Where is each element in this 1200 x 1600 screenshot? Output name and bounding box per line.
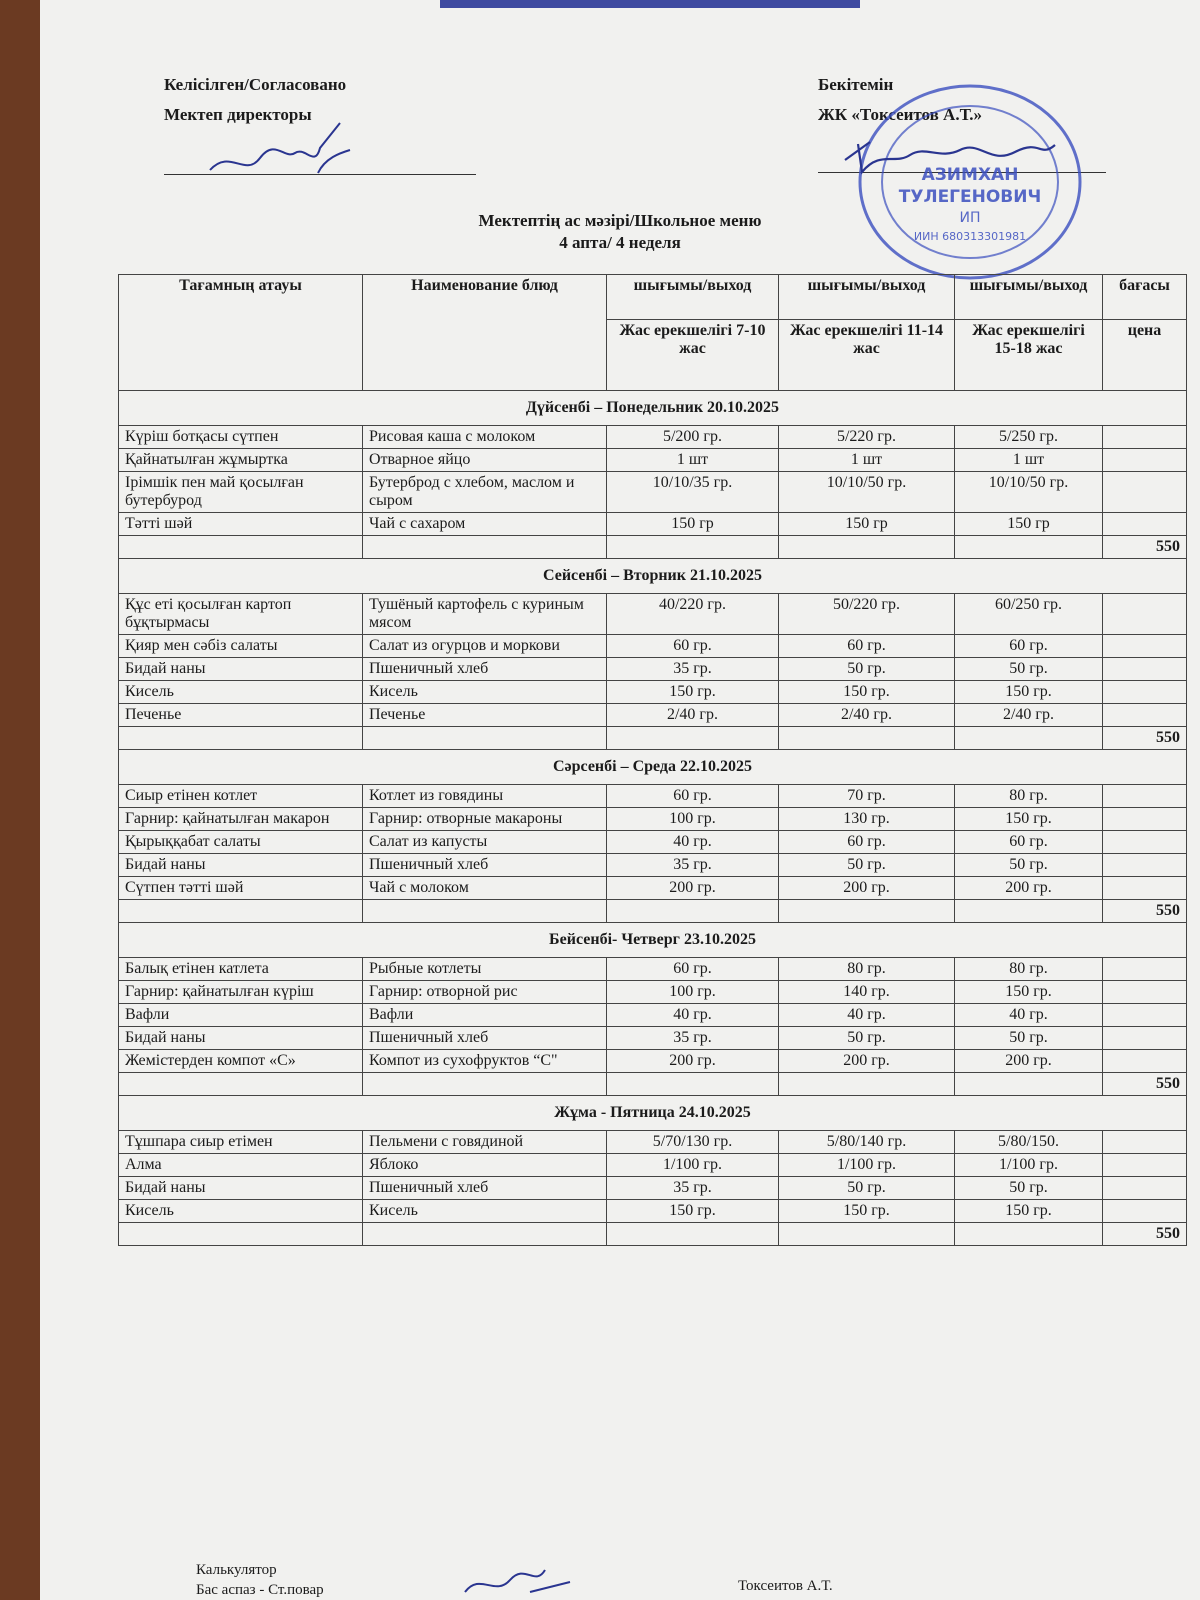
price-cell [1103, 1131, 1187, 1154]
day-title: Бейсенбі- Четверг 23.10.2025 [119, 923, 1187, 958]
cook-signature [460, 1562, 580, 1600]
portion-11-14: 70 гр. [779, 785, 955, 808]
dish-name-kz: Бидай наны [119, 658, 363, 681]
seal-iin: ИИН 680313301981 [913, 230, 1027, 243]
price-cell [1103, 635, 1187, 658]
price-cell [1103, 981, 1187, 1004]
portion-7-10: 1/100 гр. [607, 1154, 779, 1177]
dish-name-ru: Салат из огурцов и моркови [363, 635, 607, 658]
price-cell [1103, 658, 1187, 681]
dish-name-kz: Кисель [119, 681, 363, 704]
portion-15-18: 50 гр. [955, 1027, 1103, 1050]
empty-cell [363, 1073, 607, 1096]
empty-cell [119, 536, 363, 559]
day-total-row [119, 1223, 1187, 1246]
empty-cell [607, 900, 779, 923]
empty-cell [363, 1223, 607, 1246]
dish-name-kz: Балық етінен катлета [119, 958, 363, 981]
price-cell [1103, 1004, 1187, 1027]
portion-7-10: 150 гр. [607, 681, 779, 704]
portion-11-14: 50 гр. [779, 854, 955, 877]
dish-row [119, 1004, 1187, 1027]
portion-15-18: 150 гр. [955, 1200, 1103, 1223]
dish-name-kz: Күріш ботқасы сүтпен [119, 426, 363, 449]
empty-cell [955, 1073, 1103, 1096]
portion-15-18: 40 гр. [955, 1004, 1103, 1027]
dish-name-kz: Гарнир: қайнатылған күріш [119, 981, 363, 1004]
agreed-label: Келісілген/Согласовано [164, 75, 347, 94]
empty-cell [363, 900, 607, 923]
portion-11-14: 80 гр. [779, 958, 955, 981]
empty-cell [779, 727, 955, 750]
price-cell [1103, 958, 1187, 981]
dish-name-ru: Пельмени с говядиной [363, 1131, 607, 1154]
col-header-name-kz: Тағамның атауы [119, 275, 363, 391]
portion-15-18: 50 гр. [955, 658, 1103, 681]
dish-row [119, 1200, 1187, 1223]
menu-title-line2: 4 апта/ 4 неделя [559, 233, 681, 252]
day-title: Сейсенбі – Вторник 21.10.2025 [119, 559, 1187, 594]
portion-15-18: 200 гр. [955, 877, 1103, 900]
dish-row [119, 704, 1187, 727]
dish-row [119, 426, 1187, 449]
dish-row [119, 1050, 1187, 1073]
age-group-7-10: Жас ерекшелігі 7-10 жас [607, 320, 779, 391]
dish-name-kz: Жемістерден компот «С» [119, 1050, 363, 1073]
day-total-row [119, 1073, 1187, 1096]
age-group-15-18: Жас ерекшелігі 15-18 жас [955, 320, 1103, 391]
dish-row [119, 681, 1187, 704]
day-total-price: 550 [1103, 1073, 1187, 1096]
day-title: Сәрсенбі – Среда 22.10.2025 [119, 750, 1187, 785]
portion-15-18: 150 гр. [955, 808, 1103, 831]
menu-body [119, 391, 1187, 1246]
portion-11-14: 5/220 гр. [779, 426, 955, 449]
dish-name-kz: Қияр мен сәбіз салаты [119, 635, 363, 658]
portion-11-14: 50 гр. [779, 1027, 955, 1050]
portion-15-18: 150 гр [955, 513, 1103, 536]
dish-name-ru: Пшеничный хлеб [363, 854, 607, 877]
empty-cell [363, 536, 607, 559]
portion-11-14: 50 гр. [779, 658, 955, 681]
seal-name1: АЗИМХАН [921, 165, 1019, 185]
seal-abbr: ИП [959, 210, 981, 226]
price-cell [1103, 1154, 1187, 1177]
price-cell [1103, 785, 1187, 808]
dish-name-ru: Пшеничный хлеб [363, 658, 607, 681]
portion-11-14: 150 гр. [779, 681, 955, 704]
empty-cell [363, 727, 607, 750]
portion-11-14: 200 гр. [779, 877, 955, 900]
dish-row [119, 785, 1187, 808]
dish-name-ru: Кисель [363, 681, 607, 704]
price-cell [1103, 1027, 1187, 1050]
agreed-role: Мектеп директоры [164, 105, 312, 124]
day-header-row [119, 923, 1187, 958]
price-cell [1103, 808, 1187, 831]
dish-name-kz: Сиыр етінен котлет [119, 785, 363, 808]
portion-15-18: 2/40 гр. [955, 704, 1103, 727]
portion-15-18: 150 гр. [955, 981, 1103, 1004]
portion-15-18: 50 гр. [955, 1177, 1103, 1200]
portion-11-14: 10/10/50 гр. [779, 472, 955, 513]
dish-name-kz: Вафли [119, 1004, 363, 1027]
portion-11-14: 150 гр. [779, 1200, 955, 1223]
dish-name-kz: Кисель [119, 1200, 363, 1223]
director-signature [200, 118, 360, 186]
portion-15-18: 200 гр. [955, 1050, 1103, 1073]
dish-name-kz: Тәтті шәй [119, 513, 363, 536]
empty-cell [779, 536, 955, 559]
day-total-price: 550 [1103, 1223, 1187, 1246]
day-header-row [119, 1096, 1187, 1131]
portion-7-10: 35 гр. [607, 1177, 779, 1200]
portion-15-18: 80 гр. [955, 785, 1103, 808]
day-title: Дүйсенбі – Понедельник 20.10.2025 [119, 391, 1187, 426]
portion-7-10: 40/220 гр. [607, 594, 779, 635]
dish-name-kz: Бидай наны [119, 1177, 363, 1200]
dish-name-ru: Гарнир: отворной рис [363, 981, 607, 1004]
portion-15-18: 60/250 гр. [955, 594, 1103, 635]
dish-name-ru: Пшеничный хлеб [363, 1177, 607, 1200]
col-header-output3: шығымы/выход [955, 275, 1103, 320]
portion-7-10: 5/200 гр. [607, 426, 779, 449]
portion-7-10: 200 гр. [607, 877, 779, 900]
dish-row [119, 1027, 1187, 1050]
portion-7-10: 40 гр. [607, 831, 779, 854]
company-seal [855, 82, 1085, 282]
price-cell [1103, 426, 1187, 449]
dish-name-kz: Құс еті қосылған картоп бұқтырмасы [119, 594, 363, 635]
portion-7-10: 35 гр. [607, 658, 779, 681]
approver-signature [840, 130, 1060, 180]
dish-row [119, 1131, 1187, 1154]
dish-name-ru: Салат из капусты [363, 831, 607, 854]
seal-name2: ТУЛЕГЕНОВИЧ [898, 187, 1042, 207]
dish-row [119, 594, 1187, 635]
portion-15-18: 1/100 гр. [955, 1154, 1103, 1177]
portion-11-14: 200 гр. [779, 1050, 955, 1073]
dish-row [119, 831, 1187, 854]
dish-name-ru: Кисель [363, 1200, 607, 1223]
menu-title-line1: Мектептің ас мәзірі/Школьное меню [478, 211, 762, 230]
portion-7-10: 35 гр. [607, 1027, 779, 1050]
dish-name-ru: Отварное яйцо [363, 449, 607, 472]
portion-7-10: 200 гр. [607, 1050, 779, 1073]
dish-name-ru: Вафли [363, 1004, 607, 1027]
portion-11-14: 140 гр. [779, 981, 955, 1004]
approved-org: ЖК «Токсеитов А.Т.» [818, 105, 982, 124]
header-row [119, 275, 1187, 320]
portion-7-10: 60 гр. [607, 958, 779, 981]
empty-cell [607, 536, 779, 559]
day-header-row [119, 559, 1187, 594]
price-cell [1103, 594, 1187, 635]
portion-7-10: 35 гр. [607, 854, 779, 877]
head-cook-name: Токсеитов А.Т. [738, 1578, 833, 1594]
empty-cell [607, 727, 779, 750]
dish-name-ru: Компот из сухофруктов “С" [363, 1050, 607, 1073]
portion-11-14: 1/100 гр. [779, 1154, 955, 1177]
day-total-price: 550 [1103, 536, 1187, 559]
blue-paper-scrap [440, 0, 860, 8]
price-cell [1103, 704, 1187, 727]
portion-7-10: 100 гр. [607, 808, 779, 831]
day-total-price: 550 [1103, 900, 1187, 923]
portion-15-18: 5/250 гр. [955, 426, 1103, 449]
portion-11-14: 150 гр [779, 513, 955, 536]
dish-row [119, 958, 1187, 981]
dish-row [119, 449, 1187, 472]
dish-row [119, 635, 1187, 658]
portion-15-18: 1 шт [955, 449, 1103, 472]
price-cell [1103, 449, 1187, 472]
portion-15-18: 50 гр. [955, 854, 1103, 877]
empty-cell [955, 536, 1103, 559]
portion-11-14: 60 гр. [779, 831, 955, 854]
dish-name-ru: Котлет из говядины [363, 785, 607, 808]
portion-11-14: 2/40 гр. [779, 704, 955, 727]
dish-name-ru: Гарнир: отворные макароны [363, 808, 607, 831]
dish-name-kz: Қайнатылған жұмыртка [119, 449, 363, 472]
day-header-row [119, 391, 1187, 426]
portion-15-18: 80 гр. [955, 958, 1103, 981]
portion-11-14: 60 гр. [779, 635, 955, 658]
empty-cell [779, 1223, 955, 1246]
dish-name-ru: Пшеничный хлеб [363, 1027, 607, 1050]
dish-row [119, 981, 1187, 1004]
dish-name-ru: Рыбные котлеты [363, 958, 607, 981]
day-title: Жұма - Пятница 24.10.2025 [119, 1096, 1187, 1131]
empty-cell [955, 900, 1103, 923]
empty-cell [955, 1223, 1103, 1246]
head-cook-label: Бас аспаз - Ст.повар [196, 1582, 324, 1598]
portion-11-14: 5/80/140 гр. [779, 1131, 955, 1154]
empty-cell [779, 900, 955, 923]
dish-row [119, 877, 1187, 900]
price-cell [1103, 854, 1187, 877]
day-total-row [119, 900, 1187, 923]
dish-name-ru: Тушёный картофель с куриным мясом [363, 594, 607, 635]
portion-11-14: 50/220 гр. [779, 594, 955, 635]
portion-7-10: 1 шт [607, 449, 779, 472]
portion-11-14: 50 гр. [779, 1177, 955, 1200]
menu-table [118, 274, 1187, 1246]
portion-7-10: 10/10/35 гр. [607, 472, 779, 513]
price-cell [1103, 513, 1187, 536]
dish-name-kz: Бидай наны [119, 854, 363, 877]
dish-name-ru: Рисовая каша с молоком [363, 426, 607, 449]
dish-name-kz: Ірімшік пен май қосылған бутербурод [119, 472, 363, 513]
empty-cell [779, 1073, 955, 1096]
portion-15-18: 60 гр. [955, 635, 1103, 658]
col-header-price: бағасы [1103, 275, 1187, 320]
empty-cell [119, 1073, 363, 1096]
dish-name-kz: Печенье [119, 704, 363, 727]
empty-cell [119, 1223, 363, 1246]
price-cell [1103, 877, 1187, 900]
portion-7-10: 2/40 гр. [607, 704, 779, 727]
portion-7-10: 150 гр [607, 513, 779, 536]
dish-name-kz: Сүтпен тәтті шәй [119, 877, 363, 900]
price-cell [1103, 831, 1187, 854]
dish-name-kz: Тұшпара сиыр етімен [119, 1131, 363, 1154]
price-cell [1103, 681, 1187, 704]
dish-name-ru: Печенье [363, 704, 607, 727]
dish-name-ru: Яблоко [363, 1154, 607, 1177]
portion-7-10: 5/70/130 гр. [607, 1131, 779, 1154]
portion-11-14: 40 гр. [779, 1004, 955, 1027]
age-group-11-14: Жас ерекшелігі 11-14 жас [779, 320, 955, 391]
day-total-row [119, 536, 1187, 559]
dish-name-ru: Чай с сахаром [363, 513, 607, 536]
menu-title [420, 210, 820, 254]
empty-cell [607, 1073, 779, 1096]
approved-label: Бекітемін [818, 75, 894, 94]
empty-cell [607, 1223, 779, 1246]
day-total-price: 550 [1103, 727, 1187, 750]
col-header-output1: шығымы/выход [607, 275, 779, 320]
empty-cell [119, 900, 363, 923]
dish-row [119, 854, 1187, 877]
day-total-row [119, 727, 1187, 750]
price-cell [1103, 1050, 1187, 1073]
dish-name-kz: Гарнир: қайнатылған макарон [119, 808, 363, 831]
col-header-name-ru: Наименование блюд [363, 275, 607, 391]
dish-name-kz: Бидай наны [119, 1027, 363, 1050]
portion-7-10: 150 гр. [607, 1200, 779, 1223]
dish-name-ru: Бутерброд с хлебом, маслом и сыром [363, 472, 607, 513]
portion-15-18: 10/10/50 гр. [955, 472, 1103, 513]
dish-row [119, 472, 1187, 513]
dish-row [119, 513, 1187, 536]
portion-15-18: 150 гр. [955, 681, 1103, 704]
calculator-label: Калькулятор [196, 1562, 277, 1578]
price-cell [1103, 472, 1187, 513]
price-subheader: цена [1103, 320, 1187, 391]
portion-15-18: 60 гр. [955, 831, 1103, 854]
price-cell [1103, 1200, 1187, 1223]
dish-row [119, 658, 1187, 681]
dish-name-ru: Чай с молоком [363, 877, 607, 900]
dish-name-kz: Алма [119, 1154, 363, 1177]
portion-11-14: 1 шт [779, 449, 955, 472]
price-cell [1103, 1177, 1187, 1200]
day-header-row [119, 750, 1187, 785]
dish-row [119, 808, 1187, 831]
dish-name-kz: Қырыққабат салаты [119, 831, 363, 854]
portion-7-10: 100 гр. [607, 981, 779, 1004]
dish-row [119, 1177, 1187, 1200]
portion-7-10: 40 гр. [607, 1004, 779, 1027]
dish-row [119, 1154, 1187, 1177]
portion-7-10: 60 гр. [607, 785, 779, 808]
portion-11-14: 130 гр. [779, 808, 955, 831]
empty-cell [955, 727, 1103, 750]
col-header-output2: шығымы/выход [779, 275, 955, 320]
empty-cell [119, 727, 363, 750]
portion-15-18: 5/80/150. [955, 1131, 1103, 1154]
portion-7-10: 60 гр. [607, 635, 779, 658]
